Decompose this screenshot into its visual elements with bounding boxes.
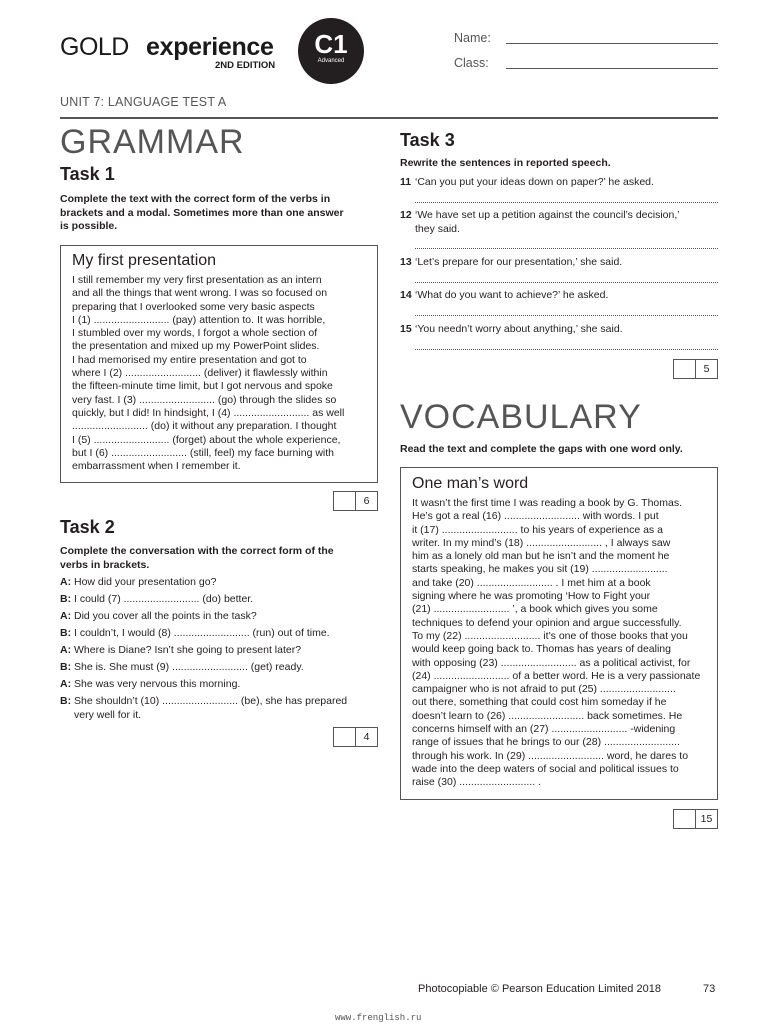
class-label: Class:	[454, 56, 489, 70]
task3-title: Task 3	[400, 130, 455, 150]
task3-answer-line[interactable]	[415, 282, 718, 283]
vocabulary-passage-line: concerns himself with an (27) .......................... -widening	[412, 723, 676, 736]
vocabulary-box-title: One man’s word	[412, 475, 529, 492]
dialogue-speaker: B:	[60, 661, 72, 673]
vocabulary-passage-line: (24) .......................... of a better word. He is a very passionate	[412, 669, 701, 682]
task1-passage	[72, 274, 372, 473]
dialogue-speaker: A:	[60, 576, 72, 588]
header-divider	[60, 117, 718, 119]
task2-score-box	[333, 727, 378, 747]
task1-box-title: My first presentation	[72, 252, 217, 269]
task3-item-text: ‘We have set up a petition against the council’s decision,’	[415, 209, 680, 221]
task2-title: Task 2	[60, 517, 115, 537]
task1-passage-line: .......................... (do) it without any preparation. I thought	[72, 420, 337, 433]
task2-score: 4	[363, 731, 370, 743]
class-field[interactable]	[506, 68, 718, 69]
task3-item-number: 11	[400, 176, 412, 188]
unit-title: UNIT 7: LANGUAGE TEST A	[60, 95, 227, 109]
dialogue-text: I could (7) .......................... (do) better.	[74, 593, 254, 605]
dialogue-speaker: A:	[60, 610, 72, 622]
task1-passage-line: I had memorised my entire presentation and got to	[72, 353, 307, 366]
task1-score-box	[333, 491, 378, 511]
task3-instruction: Rewrite the sentences in reported speech.	[400, 157, 611, 169]
task1-score: 6	[363, 495, 370, 507]
task3-item-text: ‘Can you put your ideas down on paper?’ he asked.	[415, 176, 654, 188]
task1-passage-line: where I (2) .......................... (deliver) it flawlessly within	[72, 367, 328, 380]
task3-item-number: 15	[400, 323, 412, 335]
task1-passage-line: the presentation and mixed up my PowerPoint slides.	[72, 340, 320, 353]
site-url: www.frenglish.ru	[335, 1013, 422, 1023]
vocabulary-passage-line: writer. In my mind’s (18) .......................... , I always saw	[412, 536, 671, 549]
level-label: C1	[314, 29, 348, 59]
task3-item-number: 13	[400, 256, 412, 268]
vocabulary-passage-line: him as a lonely old man but he isn’t and the moment he	[412, 550, 670, 563]
task1-passage-line: I stumbled over my words, I forgot a whole section of	[72, 327, 318, 340]
dialogue-text: very well for it.	[74, 709, 142, 721]
name-field[interactable]	[506, 43, 718, 44]
task2-instruction-line: Complete the conversation with the correct form of the	[60, 545, 334, 557]
dialogue-speaker: B:	[60, 627, 72, 639]
vocabulary-passage-line: with opposing (23) .......................... as a political activist, for	[412, 656, 691, 669]
dialogue-text: I couldn’t, I would (8) .......................... (run) out of time.	[74, 627, 330, 639]
task3-answer-line[interactable]	[415, 202, 718, 203]
task1-passage-line: I (1) .......................... (pay) attention to. It was horrible,	[72, 313, 326, 326]
task1-passage-line: but I (6) .......................... (still, feel) my face burning with	[72, 446, 334, 459]
level-sub-label: Advanced	[317, 58, 345, 64]
task3-answer-line[interactable]	[415, 248, 718, 249]
task3-item-text: ‘What do you want to achieve?’ he asked.	[415, 289, 609, 301]
vocabulary-passage-line: It wasn’t the first time I was reading a book by G. Thomas.	[412, 497, 683, 509]
task1-title: Task 1	[60, 164, 115, 184]
vocabulary-score: 15	[700, 813, 713, 825]
task3-item-text: ‘Let’s prepare for our presentation,’ she said.	[415, 256, 623, 268]
vocabulary-instruction: Read the text and complete the gaps with one word only.	[400, 443, 683, 455]
vocabulary-passage-line: and take (20) .......................... . I met him at a book	[412, 576, 651, 589]
task3-item-text: ‘You needn’t worry about anything,’ she said.	[415, 323, 623, 335]
level-badge	[298, 18, 364, 84]
task1-passage-line: I (5) .......................... (forget) about the whole experience,	[72, 433, 341, 446]
dialogue-text: How did your presentation go?	[74, 576, 217, 588]
task1-instruction	[60, 193, 380, 234]
vocabulary-passage-line: To my (22) .......................... it’s one of those books that you	[412, 629, 688, 642]
vocabulary-passage-line: out there, something that could cost him someday if he	[412, 696, 667, 709]
vocabulary-passage-line: wade into the deep waters of social and political issues to	[412, 762, 679, 775]
dialogue-speaker: B:	[60, 593, 72, 605]
vocabulary-passage-line: would keep going back to. Thomas has years of dealing	[412, 643, 671, 656]
copyright-text: Photocopiable © Pearson Education Limited 2018	[418, 983, 661, 995]
task1-passage-line: preparing that I overlooked some very basic aspects	[72, 300, 315, 313]
task1-instruction-line: Complete the text with the correct form of the verbs in	[60, 193, 331, 205]
task1-passage-line: and all the things that went wrong. I was so focused on	[72, 287, 328, 300]
dialogue-speaker: B:	[60, 695, 72, 707]
task3-item-number: 14	[400, 289, 412, 301]
logo-gold-text: GOLD	[60, 33, 129, 61]
vocabulary-passage-line: through his work. In (29) .......................... word, he dares to	[412, 749, 689, 762]
task3-score-box	[673, 359, 718, 379]
vocabulary-passage-line: He’s got a real (16) .......................... with words. I put	[412, 510, 659, 523]
task3-answer-line[interactable]	[415, 315, 718, 316]
task3-score: 5	[703, 363, 710, 375]
task1-passage-line: embarrassment when I remember it.	[72, 460, 241, 473]
dialogue-text: She shouldn’t (10) .......................... (be), she has prepared	[74, 695, 348, 707]
task2-instruction-line: verbs in brackets.	[60, 558, 150, 571]
dialogue-text: Where is Diane? Isn’t she going to present later?	[74, 644, 302, 656]
vocabulary-score-box	[673, 809, 718, 829]
task2-instruction	[60, 545, 380, 572]
vocabulary-passage-line: techniques to defend your opinion and argue successfully.	[412, 616, 682, 629]
vocabulary-passage-line: raise (30) .......................... .	[412, 776, 541, 789]
grammar-heading: GRAMMAR	[60, 123, 245, 161]
vocabulary-passage-line: signing where he was promoting ‘How to Fight your	[412, 590, 651, 603]
vocabulary-passage-line: range of issues that he brings to our (28) ..........................	[412, 736, 680, 749]
logo-edition: 2ND EDITION	[215, 60, 276, 71]
task1-instruction-line: is possible.	[60, 220, 118, 232]
vocabulary-passage-line: it (17) .......................... to his years of experience as a	[412, 523, 663, 536]
vocabulary-passage-line: starts speaking, he makes you sit (19) ..........................	[412, 563, 668, 576]
logo-experience-text: experience	[146, 33, 274, 61]
dialogue-speaker: A:	[60, 678, 72, 690]
vocabulary-passage	[412, 497, 714, 790]
vocabulary-passage-line: (21) .......................... ’, a book which gives you some	[412, 603, 658, 616]
dialogue-text: She is. She must (9) .......................... (get) ready.	[74, 661, 304, 673]
task3-item-number: 12	[400, 209, 412, 221]
page-number: 73	[703, 983, 716, 995]
dialogue-text: Did you cover all the points in the task?	[74, 610, 257, 622]
task1-passage-line: very fast. I (3) .......................... (go) through the slides so	[72, 393, 337, 406]
vocabulary-passage-line: campaigner who is not afraid to put (25) ..........................	[412, 683, 676, 696]
name-label: Name:	[454, 31, 491, 45]
dialogue-speaker: A:	[60, 644, 72, 656]
task3-item-text: they said.	[415, 222, 460, 235]
task1-passage-line: the fifteen-minute time limit, but I got nervous and spoke	[72, 380, 333, 393]
task1-passage-line: quickly, but I did! In hindsight, I (4) .......................... as well	[72, 406, 345, 419]
task1-instruction-line: brackets and a modal. Sometimes more than one answer	[60, 206, 344, 219]
dialogue-text: She was very nervous this morning.	[74, 678, 241, 690]
task3-answer-line[interactable]	[415, 349, 718, 350]
vocabulary-passage-line: doesn’t learn to (26) .......................... back sometimes. He	[412, 709, 683, 722]
vocabulary-heading: VOCABULARY	[400, 398, 642, 436]
task1-passage-line: I still remember my very first presentation as an intern	[72, 274, 322, 286]
